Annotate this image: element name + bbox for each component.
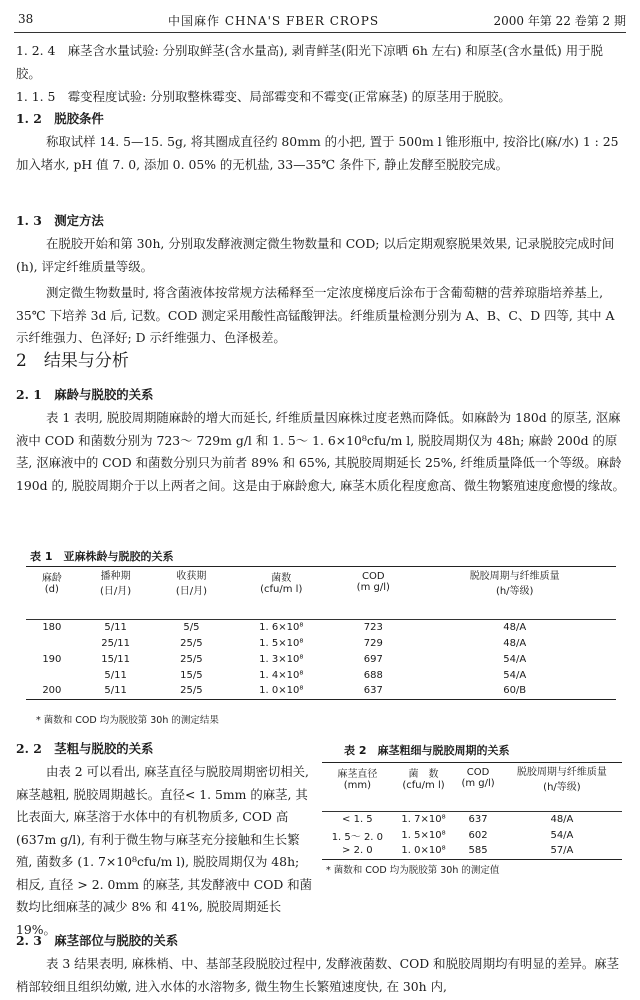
table-1-header: 菌数 (cfu/m l) (260, 573, 303, 595)
table-1-header: 麻龄 (d) (41, 573, 62, 595)
table-row: 1. 5～ 2. 0 1. 5×10⁸ 602 54/A (331, 829, 574, 843)
heading-2: 2 结果与分析 (16, 351, 129, 371)
heading-1-2: 1. 2 脱胶条件 (16, 111, 104, 126)
table-1-header: 脱胶周期与纤维质量 (h/等级) (469, 571, 560, 597)
table-2-header: 脱胶周期与纤维质量 (h/等级) (516, 767, 607, 793)
heading-2-3: 2. 3 麻茎部位与脱胶的关系 (16, 933, 179, 948)
table-2 (322, 762, 622, 860)
table-1-header: COD (m g/l) (356, 571, 390, 593)
table-2-header: 菌 数 (cfu/m l) (402, 769, 445, 791)
table-2-caption: 表 2 麻茎粗细与脱胶周期的关系 (344, 744, 510, 757)
paragraph-stem-diameter: 由表 2 可以看出, 麻茎直径与脱胶周期密切相关, 麻茎越粗, 脱胶周期越长。直径< 1. 5mm 的麻茎, 其比表面大, 麻茎溶于水体中的有机物质多, COD 高 (637m g/l), 有利于微生物与麻茎充分接触和生长繁殖, 菌数多 (1. 7×10⁸cfu/m l), 脱胶周期仅为 48h; 相反, 直径 > 2. 0mm 的麻茎, 其发酵液中 COD 和菌数均比细麻茎的减少 8% 和 41%, 脱胶周期延长 19%。 (16, 764, 313, 937)
table-row: 180 5/11 5/5 1. 6×10⁸ 723 48/A (42, 621, 527, 633)
table-1-header: 收获期 (日/月) (175, 571, 207, 597)
issue-info: 2000 年第 22 卷第 2 期 (493, 14, 626, 28)
page-number: 38 (18, 12, 34, 26)
paragraph-moisture-test: 1. 2. 4 麻茎含水量试验: 分别取鲜茎(含水量高), 剥青鲜茎(阳光下凉晒 6h 左右) 和原茎(含水量低) 用于脱胶。 (16, 43, 603, 81)
table-2-note: * 菌数和 COD 均为脱胶第 30h 的测定值 (326, 865, 500, 876)
running-header (18, 8, 626, 30)
paragraph-measurement: 在脱胶开始和第 30h, 分别取发酵液测定微生物数量和 COD; 以后定期观察脱果效果, 记录脱胶完成时间(h), 评定纤维质量等级。 (16, 236, 615, 274)
paragraph-mildew-test: 1. 1. 5 霉变程度试验: 分别取整株霉变、局部霉变和不霉变(正常麻茎) 的原茎用于脱胶。 (16, 89, 511, 104)
table-1-header: 播种期 (日/月) (100, 571, 132, 597)
table-row: 25/11 25/5 1. 5×10⁸ 729 48/A (101, 637, 527, 649)
paragraph-age-results: 表 1 表明, 脱胶周期随麻龄的增大而延长, 纤维质量因麻株过度老熟而降低。如麻龄为 180d 的原茎, 沤麻液中 COD 和菌数分别为 723～ 729m g/l 和 1. 5～ 1. 6×10⁸cfu/m l, 脱胶周期仅为 48h; 麻龄 200d 的原茎, 沤麻液中的 COD 和菌数分别只为前者 89% 和 65%, 其脱胶周期延长 25%, 纤维质量降低一个等级。麻龄 190d 的, 脱胶周期介于以上两者之间。这是由于麻龄愈大, 麻茎木质化程度愈高、微生物繁殖速度愈慢的缘故。 (16, 410, 625, 493)
header-rule (14, 32, 626, 33)
journal-name: 中国麻作 CHNA'S FBER CROPS (168, 14, 380, 28)
table-row: 190 15/11 25/5 1. 3×10⁸ 697 54/A (42, 653, 527, 665)
table-1 (26, 566, 616, 700)
table-row: 5/11 15/5 1. 4×10⁸ 688 54/A (104, 669, 527, 681)
table-row: > 2. 0 1. 0×10⁸ 585 57/A (322, 843, 622, 859)
heading-2-1: 2. 1 麻龄与脱胶的关系 (16, 387, 154, 402)
table-row: < 1. 5 1. 7×10⁸ 637 48/A (342, 813, 574, 825)
paragraph-microbe-counting: 测定微生物数量时, 将含菌液体按常规方法稀释至一定浓度梯度后涂布于含葡萄糖的营养琼脂培养基上, 35℃ 下培养 3d 后, 记数。COD 测定采用酸性高锰酸钾法。纤维质量检测分别为 A、B、C、D 四等, 其中 A 示纤维强力、色泽好; D 示纤维强力、色泽极差。 (16, 285, 615, 345)
table-1-caption: 表 1 亚麻株龄与脱胶的关系 (30, 550, 174, 563)
paragraph-degumming-conditions: 称取试样 14. 5—15. 5g, 将其圈成直径约 80mm 的小把, 置于 500m l 锥形瓶中, 按浴比(麻/水) 1 : 25 加入堵水, pH 值 7. 0, 添加 0. 05% 的无机盐, 33—35℃ 条件下, 静止发酵至脱胶完成。 (16, 134, 619, 172)
heading-2-2: 2. 2 茎粗与脱胶的关系 (16, 741, 154, 756)
table-2-header: 麻茎直径 (mm) (337, 769, 378, 791)
paragraph-stem-part: 表 3 结果表明, 麻株梢、中、基部茎段脱胶过程中, 发酵液菌数、COD 和脱胶周期均有明显的差异。麻茎梢部较细且组织幼嫩, 进入水体的水溶物多, 微生物生长繁殖速度快, 在 30h 内, (16, 956, 620, 994)
heading-1-3: 1. 3 测定方法 (16, 213, 104, 228)
table-1-note: * 菌数和 COD 均为脱胶第 30h 的测定结果 (36, 715, 219, 726)
table-row: 200 5/11 25/5 1. 0×10⁸ 637 60/B (26, 683, 616, 699)
table-2-header: COD (m g/l) (461, 767, 495, 789)
